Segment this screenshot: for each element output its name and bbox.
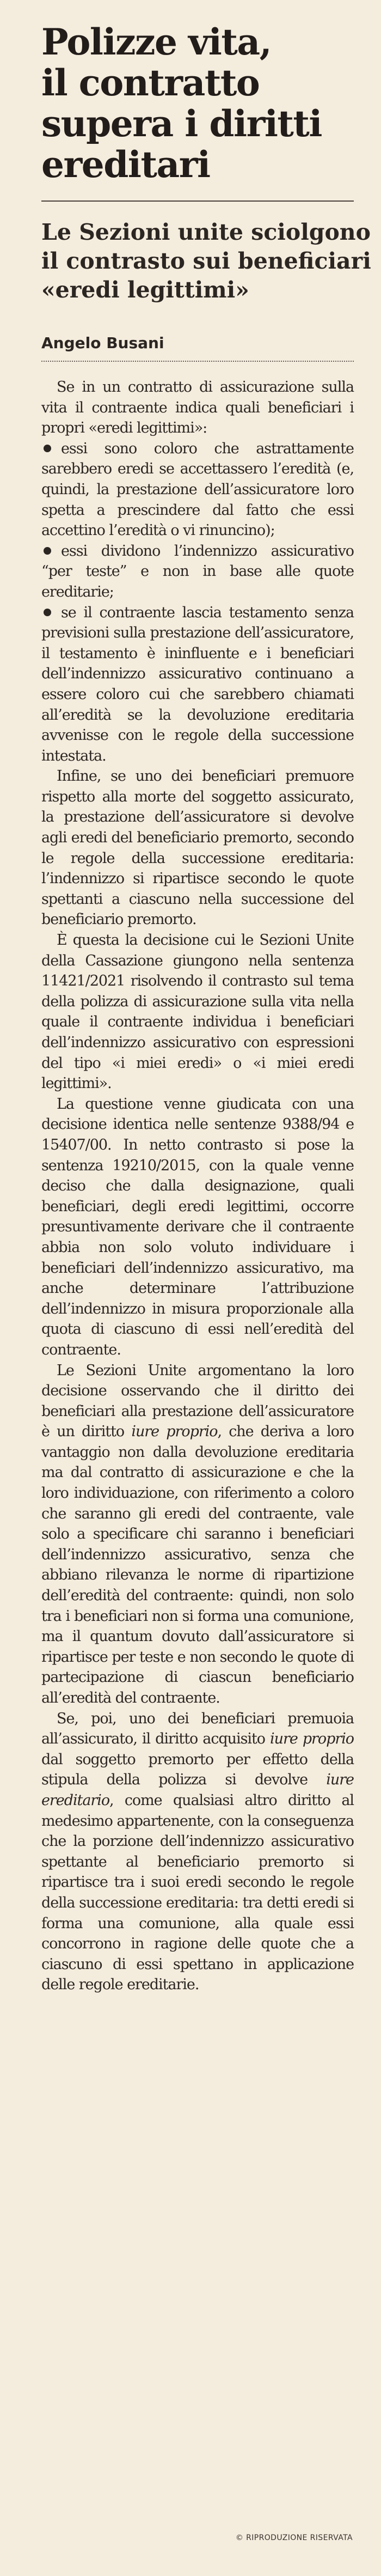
article-body <box>41 377 354 1995</box>
bullet-dot-icon <box>44 547 51 555</box>
italic-term: iure ereditario <box>41 1771 354 1809</box>
bullet-text: se il contraente lascia testamento senza previsioni sulla prestazione dell’assicuratore, il testamento è ininfluente e i beneficiari dell’indennizzo assicurativo continuano a essere coloro cui che sarebbero chiamati all’eredità se la devoluzione ereditaria avvenisse con le regole della successione intestata. <box>41 604 354 764</box>
bullet-item <box>41 603 354 767</box>
paragraph-argomentano <box>41 1360 354 1709</box>
headline-line: il contratto <box>41 62 260 104</box>
text-run: , che deriva a loro vantaggio non dalla devoluzione ereditaria ma dal contratto di assicurazione e che la loro individuazione, con riferimento a coloro che saranno gli eredi del contraente, vale solo a specificare chi saranno i beneficiari dell’indennizzo assicurativo, senza che abbiano rilevanza le norme di ripartizione dell’eredità del contraente: quindi, non solo tra i beneficiari non si forma una comunione, ma il quantum dovuto dall’assicuratore si ripartisce per teste e non secondo le quote di partecipazione di ciascun beneficiario all’eredità del contraente. <box>41 1423 354 1706</box>
byline-divider <box>41 361 354 362</box>
paragraph-decisione: È questa la decisione cui le Sezioni Unite della Cassazione giungono nella sentenza 11421/2021 risolvendo il contrasto sul tema della polizza di assicurazione sulla vita nella quale il contraente individua i beneficiari dell’indennizzo assicurativo con espressioni del tipo «i miei eredi» o «i miei eredi legittimi». <box>41 932 354 1092</box>
article-subtitle <box>41 218 371 305</box>
bullet-text: essi sono coloro che astrattamente sarebbero eredi se accettassero l’eredità (e, quindi, la prestazione dell’assicuratore loro spetta a prescindere dal fatto che essi accettino l’eredità o vi rinuncino); <box>41 440 354 539</box>
copyright-notice: © RIPRODUZIONE RISERVATA <box>235 2534 353 2542</box>
headline-line: ereditari <box>41 143 210 186</box>
article-headline <box>41 22 354 185</box>
headline-divider <box>41 201 354 202</box>
bullet-item <box>41 541 354 603</box>
bullet-dot-icon <box>44 609 51 616</box>
paragraph-infine: Infine, se uno dei beneficiari premuore rispetto alla morte del soggetto assicurato, la prestazione dell’assicuratore si devolve agli eredi del beneficiario premorto, secondo le regole della successione ereditaria: l’indennizzo si ripartisce secondo le quote spettanti a ciascuno nella successione del beneficiario premorto. <box>41 768 354 928</box>
text-run: dal soggetto premorto per effetto della stipula della polizza si devolve <box>41 1751 354 1789</box>
author-byline: Angelo Busani <box>41 334 164 352</box>
subtitle-line: Le Sezioni unite sciolgono <box>41 219 371 245</box>
text-run: Se, poi, uno dei beneficiari premuoia all’assicurato, il diritto acquisito <box>41 1710 354 1748</box>
bullet-text: essi dividono l’indennizzo assicurativo “per teste” e non in base alle quote ereditarie; <box>41 542 354 600</box>
subtitle-line: «eredi legittimi» <box>41 277 249 303</box>
bullet-item <box>41 439 354 541</box>
paragraph-premorienza <box>41 1709 354 1995</box>
text-run: , come qualsiasi altro diritto al medesimo appartenente, con la conseguenza che la porzione dell’indennizzo assicurativo spettante al beneficiario premorto si ripartisce tra i suoi eredi secondo le regole della successione ereditaria: tra detti eredi si forma una comunione, alla quale essi concorrono in ragione delle quote che a ciascuno di essi spettano in applicazione delle regole ereditarie. <box>41 1791 354 1994</box>
text-run: Le Sezioni Unite argomentano la loro decisione osservando che il diritto dei beneficiari alla prestazione dell’assicuratore è un diritto <box>41 1362 354 1441</box>
paragraph-intro: Se in un contratto di assicurazione sulla vita il contraente indica quali beneficiari i propri «eredi legittimi»: <box>41 379 354 437</box>
italic-term: iure proprio <box>270 1730 354 1748</box>
bullet-dot-icon <box>44 445 51 452</box>
subtitle-line: il contrasto sui beneficiari <box>41 248 371 274</box>
headline-line: Polizze vita, <box>41 21 272 63</box>
italic-term: iure proprio <box>131 1423 218 1441</box>
headline-line: supera i diritti <box>41 102 322 145</box>
paragraph-questione: La questione venne giudicata con una decisione identica nelle sentenze 9388/94 e 15407/00. In netto contrasto si pose la sentenza 19210/2015, con la quale venne deciso che dalla designazione, quali beneficiari, degli eredi legittimi, occorre presuntivamente derivare che il contraente abbia non solo voluto individuare i beneficiari dell’indennizzo assicurativo, ma anche determinare l’attribuzione dell’indennizzo in misura proporzionale alla quota di ciascuno di essi nell’eredità del contraente. <box>41 1095 354 1358</box>
